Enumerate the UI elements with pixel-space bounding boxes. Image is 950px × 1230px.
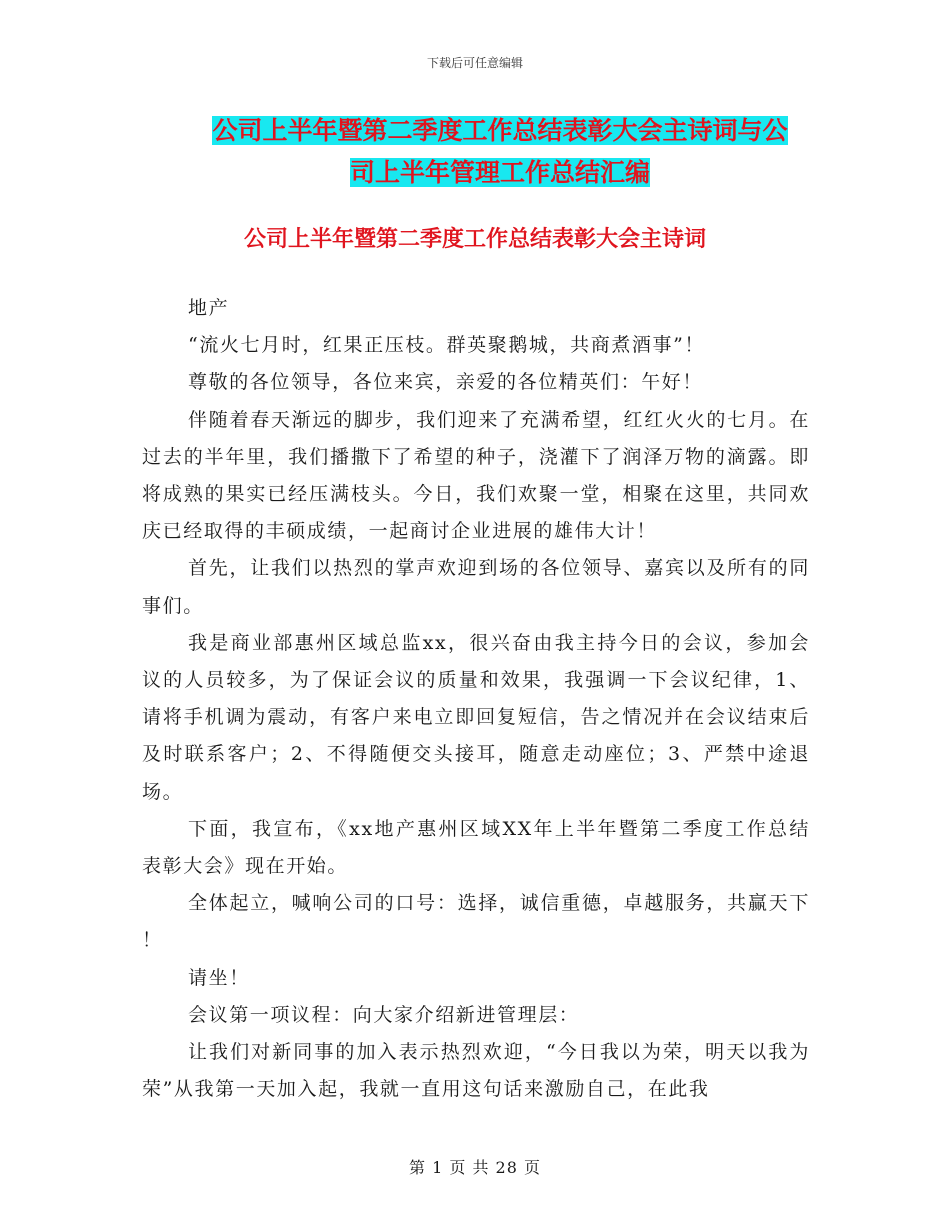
paragraph: 请坐！ (188, 966, 250, 989)
paragraph: 伴随着春天渐远的脚步，我们迎来了充满希望，红红火火的七月。在过去的半年里，我们播撒下了希望的种子，浇灌下了润泽万物的滴露。即将成熟的果实已经压满枝头。今日，我们欢聚一堂，相聚在这里，共同欢庆已经取得的丰硕成绩，一起商讨企业进展的雄伟大计！ (142, 408, 810, 543)
page-number-footer: 第 1 页 共 28 页 (409, 1158, 541, 1177)
paragraph: 会议第一项议程：向大家介绍新进管理层： (188, 1003, 580, 1026)
document-title-line-1: 公司上半年暨第二季度工作总结表彰大会主诗词与公 (212, 116, 788, 145)
paragraph: 我是商业部惠州区域总监xx，很兴奋由我主持今日的会议，参加会议的人员较多，为了保证会议的质量和效果，我强调一下会议纪律，1、请将手机调为震动，有客户来电立即回复短信，告之情况并在会议结束后及时联系客户；2、不得随便交头接耳，随意走动座位；3、严禁中途退场。 (142, 631, 810, 803)
paragraph: 下面，我宣布，《xx地产惠州区域XX年上半年暨第二季度工作总结表彰大会》现在开始。 (142, 817, 810, 878)
section-title: 公司上半年暨第二季度工作总结表彰大会主诗词 (243, 227, 706, 252)
paragraph: 首先，让我们以热烈的掌声欢迎到场的各位领导、嘉宾以及所有的同事们。 (142, 557, 810, 617)
page-header-note: 下载后可任意编辑 (426, 56, 523, 70)
paragraph: 全体起立，喊响公司的口号：选择，诚信重德，卓越服务，共赢天下 ！ (142, 892, 810, 952)
document-body (142, 290, 810, 1108)
paragraph: “流火七月时，红果正压枝。群英聚鹅城，共商煮酒事”！ (188, 334, 706, 357)
paragraph: 地产 (188, 297, 230, 319)
document-title (150, 110, 850, 194)
document-title-line-2: 司上半年管理工作总结汇编 (349, 158, 650, 187)
paragraph: 尊敬的各位领导，各位来宾，亲爱的各位精英们：午好！ (188, 371, 704, 394)
paragraph: 让我们对新同事的加入表示热烈欢迎，“今日我以为荣，明天以我为荣”从我第一天加入起，我就一直用这句话来激励自己，在此我 (142, 1041, 810, 1101)
